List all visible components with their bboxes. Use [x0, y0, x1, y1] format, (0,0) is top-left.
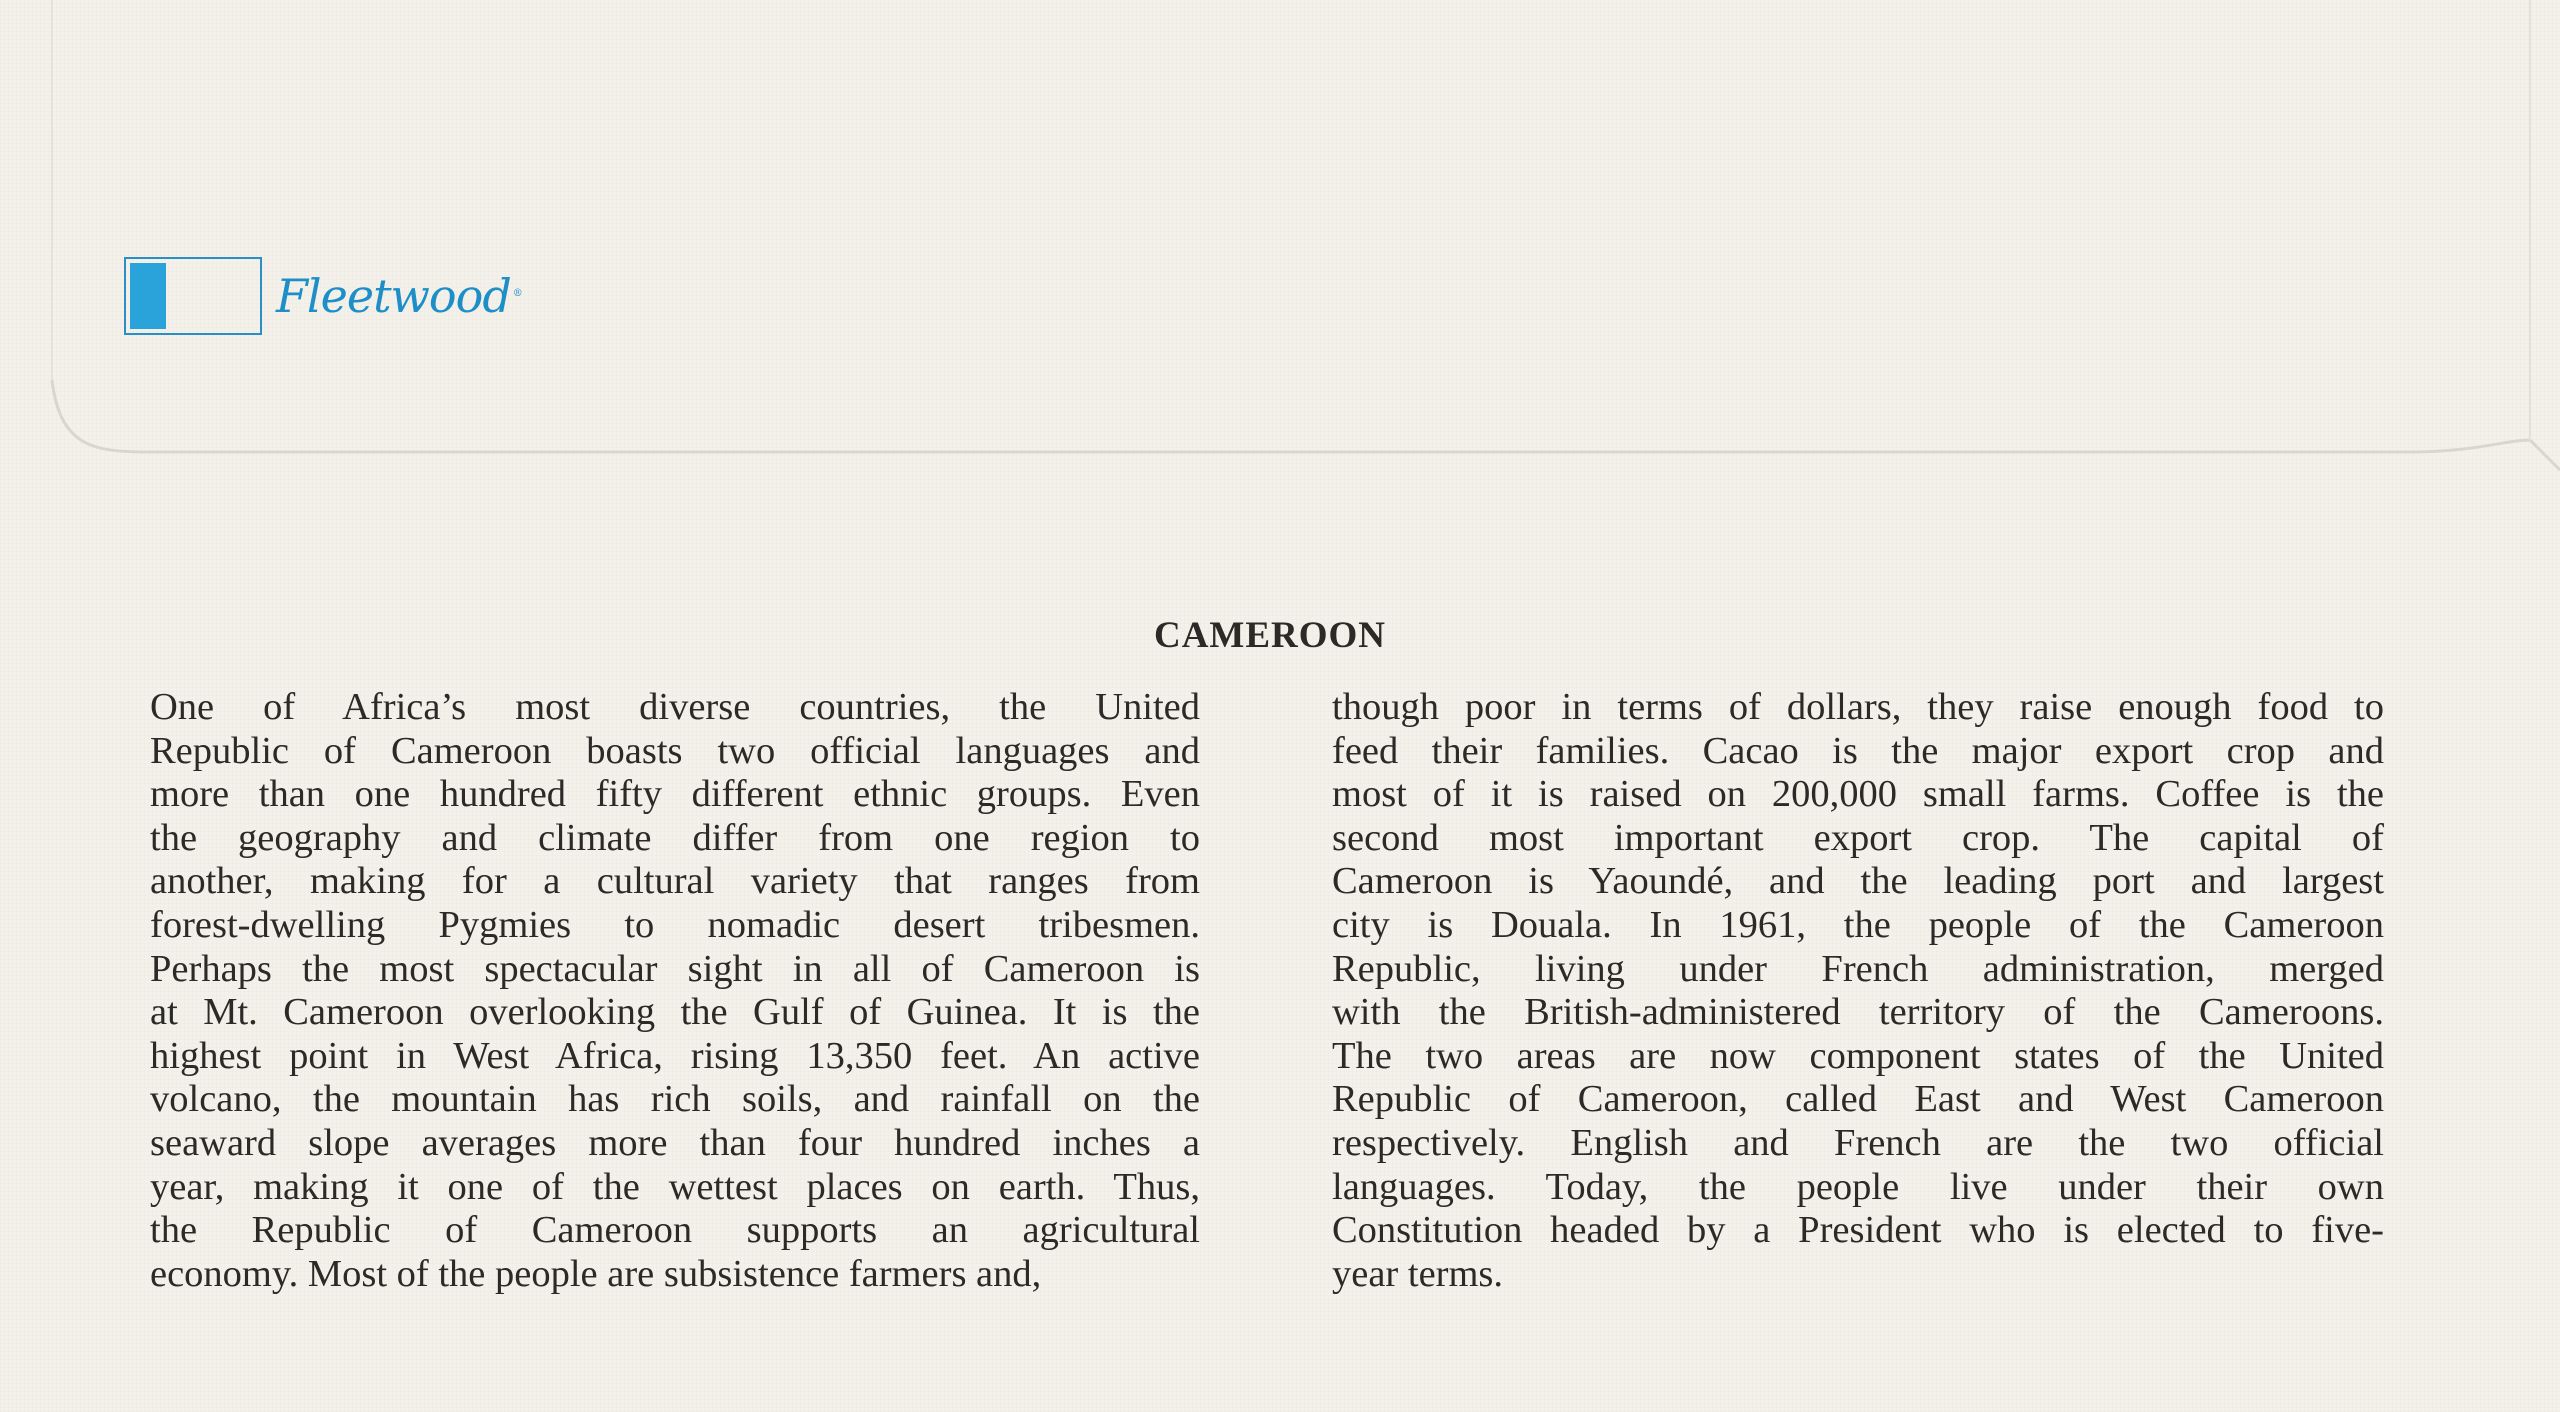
logo-fill-mark — [130, 263, 166, 329]
text-line: Constitution headed by a President who is elected to five- — [1332, 1209, 2384, 1252]
text-line: the Republic of Cameroon supports an agricultural — [150, 1209, 1200, 1252]
text-line: The two areas are now component states of the United — [1332, 1034, 2384, 1077]
text-line: feed their families. Cacao is the major export crop and — [1332, 729, 2384, 772]
text-line: year, making it one of the wettest places on earth. Thus, — [150, 1165, 1200, 1208]
text-column-left — [150, 686, 1200, 1296]
text-line: Cameroon is Yaoundé, and the leading port and largest — [1332, 860, 2384, 903]
text-line: Republic of Cameroon, called East and West Cameroon — [1332, 1078, 2384, 1121]
text-line: at Mt. Cameroon overlooking the Gulf of Guinea. It is the — [150, 991, 1200, 1034]
text-line: respectively. English and French are the two official — [1332, 1121, 2384, 1164]
text-line: most of it is raised on 200,000 small farms. Coffee is the — [1332, 773, 2384, 816]
text-line: the geography and climate differ from one region to — [150, 816, 1200, 859]
text-line: another, making for a cultural variety that ranges from — [150, 860, 1200, 903]
text-line: highest point in West Africa, rising 13,350 feet. An active — [150, 1034, 1200, 1077]
text-line: languages. Today, the people live under their own — [1332, 1165, 2384, 1208]
text-line: city is Douala. In 1961, the people of the Cameroon — [1332, 903, 2384, 946]
text-line: One of Africa’s most diverse countries, the United — [150, 686, 1200, 728]
fleetwood-logo — [124, 256, 522, 336]
page-title: CAMEROON — [1153, 615, 1387, 656]
text-column-right — [1332, 686, 2384, 1296]
text-line: year terms. — [1332, 1252, 1504, 1295]
logo-brand-name: Fleetwood — [276, 269, 511, 323]
logo-brand-text — [276, 269, 522, 323]
text-line: Republic of Cameroon boasts two official languages and — [150, 729, 1200, 772]
logo-box-icon — [124, 257, 262, 335]
text-line: seaward slope averages more than four hundred inches a — [150, 1121, 1200, 1164]
text-line: though poor in terms of dollars, they raise enough food to — [1332, 686, 2384, 728]
text-line: economy. Most of the people are subsistence farmers and, — [150, 1252, 1042, 1295]
text-line: volcano, the mountain has rich soils, and rainfall on the — [150, 1078, 1200, 1121]
text-line: more than one hundred fifty different ethnic groups. Even — [150, 773, 1200, 816]
text-line: second most important export crop. The capital of — [1332, 816, 2384, 859]
text-line: forest-dwelling Pygmies to nomadic desert tribesmen. — [150, 903, 1200, 946]
text-line: Republic, living under French administration, merged — [1332, 947, 2384, 990]
logo-registered-mark: ® — [512, 287, 522, 299]
text-line: with the British-administered territory of the Cameroons. — [1332, 991, 2384, 1034]
text-line: Perhaps the most spectacular sight in all of Cameroon is — [150, 947, 1200, 990]
